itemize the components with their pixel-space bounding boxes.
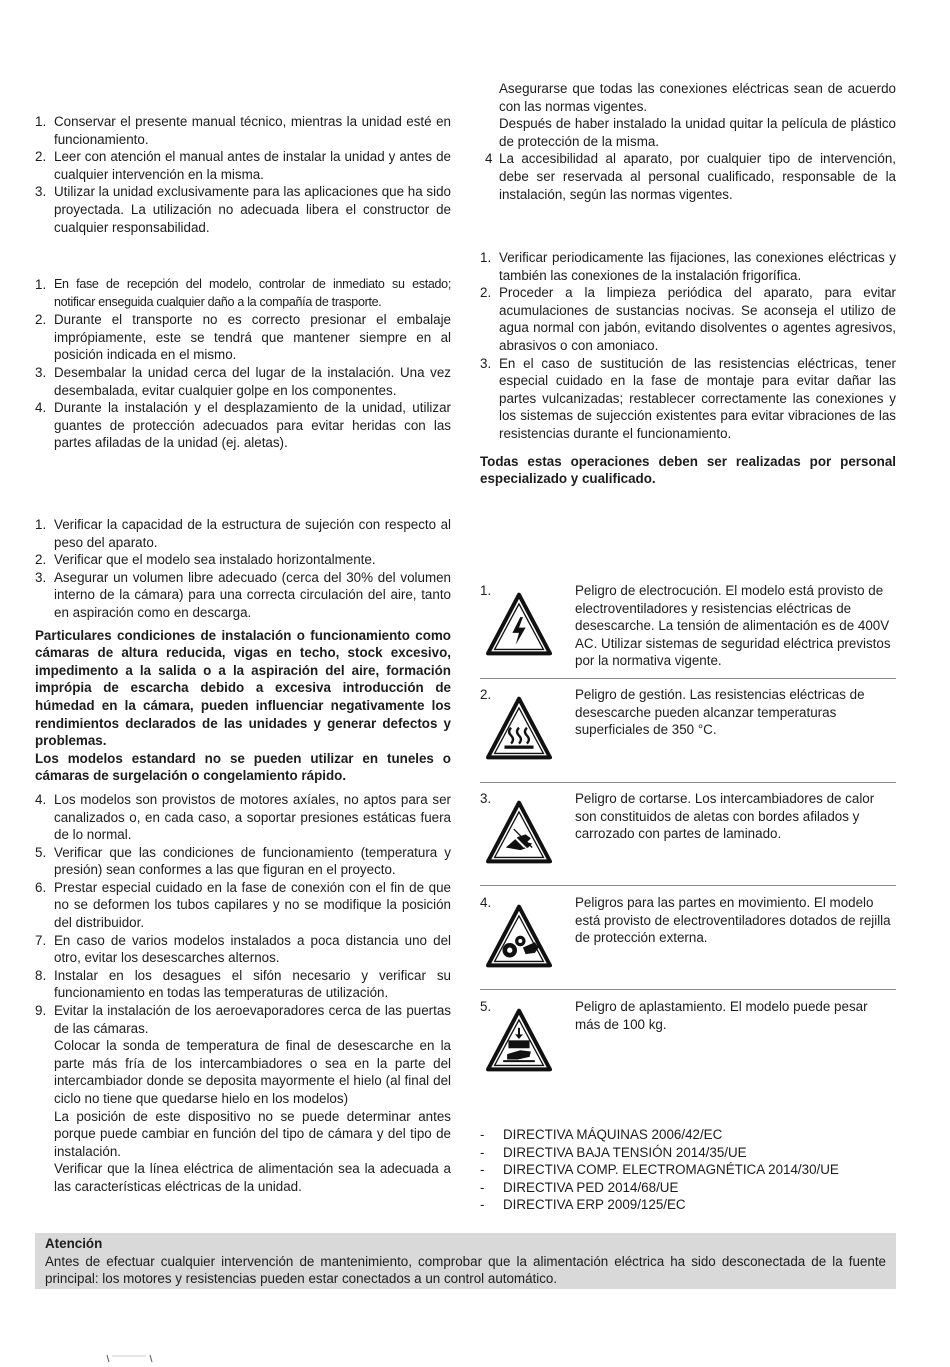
maintenance-list: [480, 249, 896, 488]
cut-hazard-icon: [486, 800, 552, 866]
electric-hazard-icon: [486, 592, 552, 658]
item9-paragraph: La posición de este dispositivo no se puede determinar antes porque puede cambiar en función del tipo de cámara y del tipo de instalación.: [54, 1108, 451, 1159]
moving-parts-icon: [486, 904, 552, 970]
list-item: 3. Asegurar un volumen libre adecuado (cerca del 30% del volumen interno de la cámara) para una correcta circulación del aire, tanto en aspiración como en descarga.: [35, 569, 451, 620]
crush-hazard-icon: [486, 1008, 552, 1074]
directive-item: - DIRECTIVA PED 2014/68/UE: [480, 1179, 679, 1195]
list-item: 1. En fase de recepción del modelo, controlar de inmediato su estado; notificar enseguida cualquier daño a la compañía de trasporte.: [35, 277, 451, 309]
list-item: 2. Proceder a la limpieza periódica del aparato, para evitar acumulaciones de sustancias nocivas. Se aconseja el utilizo de agua normal con jabón, evitando disolventes o agentes agresivos, abrasivos o con amoniaco.: [480, 285, 896, 353]
list-item: 5. Verificar que las condiciones de funcionamiento (temperatura y presión) sean conformes a las que figuran en el proyecto.: [35, 844, 451, 878]
list-item: 4. Durante la instalación y el desplazamiento de la unidad, utilizar guantes de protección adecuados para evitar heridas con las partes afiladas de la unidad (ej. aletas).: [35, 400, 451, 451]
list-item: 4 La accesibilidad al aparato, por cualquier tipo de intervención, debe ser reservada al personal cualificado, responsable de la instalación, según las normas vigentes.: [485, 151, 896, 202]
hazard-row: 1. Peligro de electrocución. El modelo está provisto de electroventiladores y resistencias eléctricas de desescarche. La tensión de alimentación es de 400V AC. Utilizar sistemas de seguridad eléctrica previstos por la normativa vigente.: [480, 583, 891, 669]
surgelation-warning: Los modelos estandard no se pueden utilizar en tuneles o cámaras de surgelación o congelamiento rápido.: [35, 750, 451, 784]
list-item: 3. Desembalar la unidad cerca del lugar de la instalación. Una vez desembalada, evitar cualquier golpe en los componentes.: [35, 364, 451, 398]
transport-list: [35, 276, 451, 452]
list-item: 1. Verificar periodicamente las fijaciones, las conexiones eléctricas y también las conexiones de la instalación frigorífica.: [480, 250, 896, 283]
electrical-section: [480, 80, 896, 203]
hazard-divider: [480, 989, 896, 990]
footer-mark: [102, 1352, 162, 1364]
item9-paragraph: Colocar la sonda de temperatura de final de desescarche en la parte más fría de los intercambiadores o sea en la parte del intercambiador donde se deposita mayormente el hielo (al final del ciclo no tiene que quedarse hielo en los modelos): [54, 1038, 451, 1106]
attention-notice: [35, 1233, 896, 1289]
list-item: 2. Leer con atención el manual antes de instalar la unidad y antes de cualquier intervención en la misma.: [35, 149, 451, 182]
list-item: 3. En el caso de sustitución de las resistencias eléctricas, tener especial cuidado en la fase de montaje para evitar dañar las partes vulcanizadas; restablecer correctamente las conexiones y los sistemas de sujección existentes para evitar vibraciones de las resistencias durante el funcionamiento.: [480, 355, 896, 441]
hazard-divider: [480, 678, 896, 679]
directives-list: [480, 1126, 900, 1214]
hazard-row: 2. Peligro de gestión. Las resistencias eléctricas de desescarche pueden alcanzar temperaturas superficiales de 350 °C.: [480, 686, 896, 778]
list-item: 1. Conservar el presente manual técnico, mientras la unidad esté en funcionamiento.: [35, 114, 451, 147]
hazard-row: 5. Peligro de aplastamiento. El modelo puede pesar más de 100 kg.: [480, 998, 896, 1090]
notice-title: Atención: [45, 1236, 103, 1251]
hazard-divider: [480, 782, 896, 783]
maintenance-warning: Todas estas operaciones deben ser realizadas por personal especializado y cualificado.: [480, 453, 896, 487]
list-item: 1. Verificar la capacidad de la estructura de sujeción con respecto al peso del aparato.: [35, 517, 451, 550]
general-list: [35, 113, 451, 236]
installation-warning: Particulares condiciones de instalación o funcionamiento como cámaras de altura reducida, vigas en techo, stock excesivo, impedimento a la salida o a la aspiración del aire, formación imprópia de escarcha debido a excesiva introducción de húmedad en la cámara, pueden influenciar negativamente los rendimientos declarados de las unidades y generar defectos y problemas.: [35, 627, 451, 749]
directive-item: - DIRECTIVA MÁQUINAS 2006/42/EC: [480, 1127, 723, 1142]
paragraph: Después de haber instalado la unidad quitar la película de plástico de protección de la misma.: [499, 116, 896, 149]
installation-list: [35, 516, 451, 1196]
list-item: 8. Instalar en los desagues el sifón necesario y verificar su funcionamiento en todas las temperaturas de utilización.: [35, 967, 451, 1001]
directive-item: - DIRECTIVA ERP 2009/125/EC: [480, 1197, 686, 1213]
list-item: 3. Utilizar la unidad exclusivamente para las aplicaciones que ha sido proyectada. La utilización no adecuada libera el constructor de cualquier responsabilidad.: [35, 184, 451, 235]
directive-item: - DIRECTIVA BAJA TENSIÓN 2014/35/UE: [480, 1144, 747, 1160]
list-item: 7. En caso de varios modelos instalados a poca distancia uno del otro, evitar los desescarches alternos.: [35, 932, 451, 966]
directive-item: - DIRECTIVA COMP. ELECTROMAGNÉTICA 2014/30/UE: [480, 1162, 839, 1178]
notice-body: Antes de efectuar cualquier intervención de mantenimiento, comprobar que la alimentación eléctrica ha sido desconectada de la fuente principal: los motores y resistencias pueden estar conectados a un control automático.: [45, 1253, 886, 1287]
list-item: 2. Durante el transporte no es correcto presionar el embalaje imprópiamente, este se tendrá que mantener siempre en al posición indicada en el mismo.: [35, 312, 451, 363]
paragraph: Asegurarse que todas las conexiones eléctricas sean de acuerdo con las normas vigentes.: [499, 81, 896, 114]
item9-paragraph: Verificar que la línea eléctrica de alimentación sea la adecuada a las características eléctricas de la unidad.: [54, 1161, 451, 1194]
list-item: 6. Prestar especial cuidado en la fase de conexión con el fin de que no se deformen los tubos capilares y no se modifique la posición del distribuidor.: [35, 879, 451, 931]
list-item: 9. Evitar la instalación de los aeroevaporadores cerca de las puertas de las cámaras.: [35, 1003, 451, 1036]
hazard-row: 3. Peligro de cortarse. Los intercambiadores de calor son constituidos de aletas con bordes afilados y carrozado con partes de laminado.: [480, 790, 896, 882]
hot-surface-icon: [486, 696, 552, 762]
list-item: 4. Los modelos son provistos de motores axíales, no aptos para ser canalizados o, en cada caso, a soportar presiones estáticas fuera de lo normal.: [35, 791, 451, 843]
hazard-divider: [480, 885, 896, 886]
list-item: 2. Verificar que el modelo sea instalado horizontalmente.: [35, 552, 376, 568]
hazard-row: 4. Peligros para las partes en movimiento. El modelo está provisto de electroventiladores dotados de rejilla de protección externa.: [480, 894, 896, 986]
